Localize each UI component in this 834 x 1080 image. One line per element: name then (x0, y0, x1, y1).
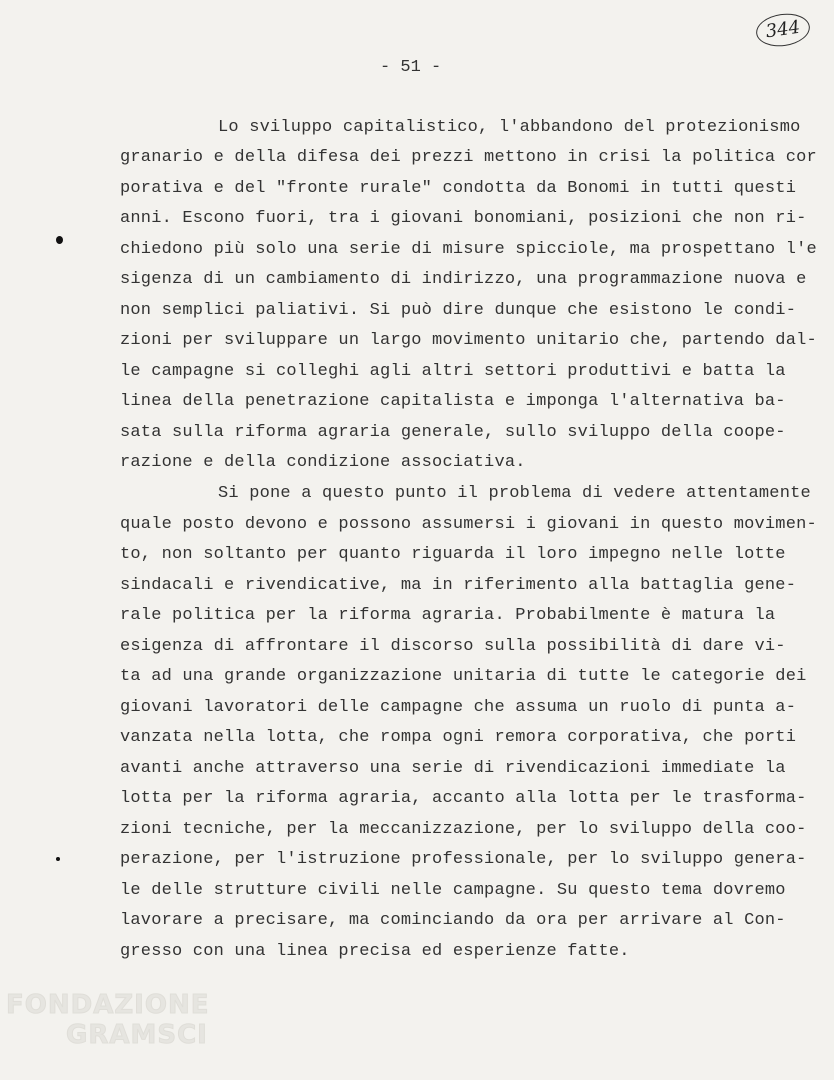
page-number: - 51 - (380, 58, 442, 77)
text-line: sindacali e rivendicative, ma in riferimento alla battaglia gene- (120, 576, 797, 595)
text-line: quale posto devono e possono assumersi i giovani in questo movimen- (120, 515, 817, 534)
watermark-line: GRAMSCI (66, 1020, 208, 1050)
text-line: linea della penetrazione capitalista e imponga l'alternativa ba- (120, 392, 786, 411)
text-line: lotta per la riforma agraria, accanto alla lotta per le trasforma- (120, 789, 807, 808)
text-line: vanzata nella lotta, che rompa ogni remora corporativa, che porti (120, 728, 797, 747)
text-line: sata sulla riforma agraria generale, sullo sviluppo della coope- (120, 423, 786, 442)
text-line: le delle strutture civili nelle campagne. Su questo tema dovremo (120, 881, 786, 900)
text-line: Lo sviluppo capitalistico, l'abbandono del protezionismo (218, 118, 801, 137)
text-line: Si pone a questo punto il problema di vedere attentamente (218, 484, 811, 503)
text-line: non semplici paliativi. Si può dire dunque che esistono le condi- (120, 301, 797, 320)
text-line: razione e della condizione associativa. (120, 453, 526, 472)
watermark-line: FONDAZIONE (6, 990, 210, 1020)
text-line: zioni per sviluppare un largo movimento unitario che, partendo dal- (120, 331, 817, 350)
text-line: granario e della difesa dei prezzi mettono in crisi la politica cor (120, 148, 817, 167)
text-line: le campagne si colleghi agli altri settori produttivi e batta la (120, 362, 786, 381)
text-line: ta ad una grande organizzazione unitaria di tutte le categorie dei (120, 667, 807, 686)
text-line: chiedono più solo una serie di misure spicciole, ma prospettano l'e (120, 240, 817, 259)
archive-number-stamp: 344 (754, 10, 812, 49)
archive-watermark (6, 990, 246, 1070)
text-line: perazione, per l'istruzione professionale, per lo sviluppo genera- (120, 850, 807, 869)
ink-mark (56, 236, 63, 244)
text-line: esigenza di affrontare il discorso sulla possibilità di dare vi- (120, 637, 786, 656)
text-line: lavorare a precisare, ma cominciando da ora per arrivare al Con- (120, 911, 786, 930)
text-line: to, non soltanto per quanto riguarda il loro impegno nelle lotte (120, 545, 786, 564)
text-line: avanti anche attraverso una serie di rivendicazioni immediate la (120, 759, 786, 778)
text-line: rale politica per la riforma agraria. Probabilmente è matura la (120, 606, 776, 625)
text-line: gresso con una linea precisa ed esperienze fatte. (120, 942, 630, 961)
text-line: anni. Escono fuori, tra i giovani bonomiani, posizioni che non ri- (120, 209, 807, 228)
text-line: giovani lavoratori delle campagne che assuma un ruolo di punta a- (120, 698, 797, 717)
text-line: sigenza di un cambiamento di indirizzo, una programmazione nuova e (120, 270, 807, 289)
ink-mark (56, 857, 60, 861)
text-line: porativa e del "fronte rurale" condotta da Bonomi in tutti questi (120, 179, 797, 198)
text-line: zioni tecniche, per la meccanizzazione, per lo sviluppo della coo- (120, 820, 807, 839)
